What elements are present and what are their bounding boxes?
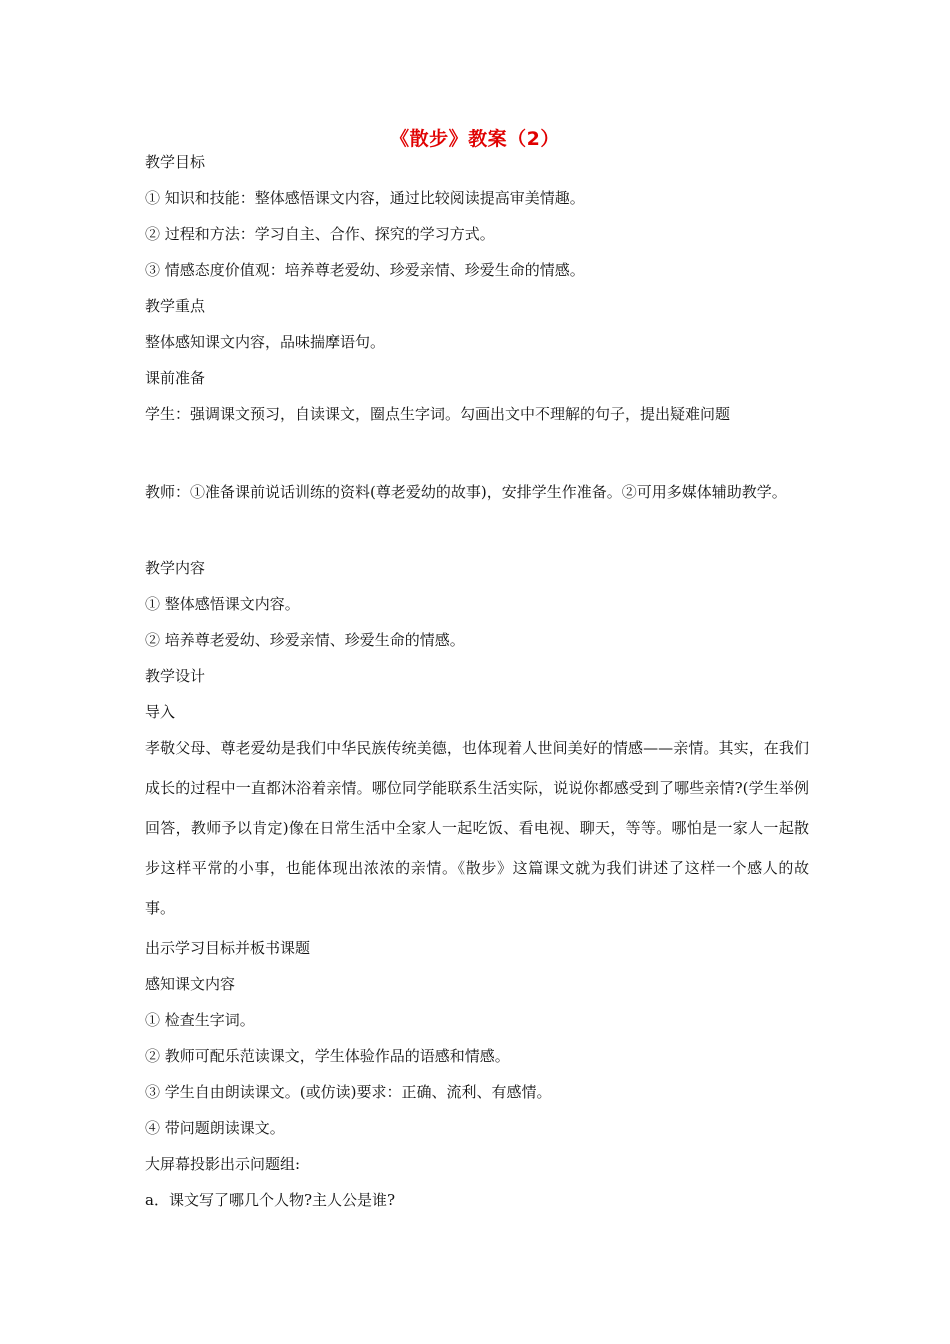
document-title: 《散步》教案（2） [390,128,560,150]
heading-teaching-design: 教学设计 [145,667,206,685]
heading-perceive: 感知课文内容 [145,975,236,993]
step-4: ④ 带问题朗读课文。 [145,1119,285,1137]
goal-knowledge: ① 知识和技能：整体感悟课文内容，通过比较阅读提高审美情趣。 [145,189,585,207]
content-item-2: ② 培养尊老爱幼、珍爱亲情、珍爱生命的情感。 [145,631,465,649]
intro-paragraph: 孝敬父母、尊老爱幼是我们中华民族传统美德，也体现着人世间美好的情感——亲情。其实，在我们成长的过程中一直都沐浴着亲情。哪位同学能联系生活实际，说说你都感受到了哪些亲情?(学生举例回答，教师予以肯定)像在日常生活中全家人一起吃饭、看电视、聊天，等等。哪怕是一家人一起散步这样平常的小事，也能体现出浓浓的亲情。《散步》这篇课文就为我们讲述了这样一个感人的故事。 [145,739,809,917]
content-item-1: ① 整体感悟课文内容。 [145,595,300,613]
show-goals-line: 出示学习目标并板书课题 [145,939,311,957]
step-1: ① 检查生字词。 [145,1011,255,1029]
heading-teaching-content: 教学内容 [145,559,206,577]
prep-student: 学生：强调课文预习，自读课文，圈点生字词。勾画出文中不理解的句子，提出疑难问题 [145,405,731,423]
step-2: ② 教师可配乐范读课文，学生体验作品的语感和情感。 [145,1047,510,1065]
goal-attitude: ③ 情感态度价值观：培养尊老爱幼、珍爱亲情、珍爱生命的情感。 [145,261,585,279]
prep-teacher: 教师：①准备课前说话训练的资料(尊老爱幼的故事)，安排学生作准备。②可用多媒体辅助教学。 [145,483,787,501]
heading-intro: 导入 [145,703,176,721]
focus-text: 整体感知课文内容，品味揣摩语句。 [145,333,386,351]
heading-teaching-focus: 教学重点 [145,297,206,315]
step-3: ③ 学生自由朗读课文。(或仿读)要求：正确、流利、有感情。 [145,1083,552,1101]
question-a: a．课文写了哪几个人物?主人公是谁? [145,1191,396,1209]
heading-preparation: 课前准备 [145,369,206,387]
heading-teaching-goals: 教学目标 [145,153,206,171]
goal-process: ② 过程和方法：学习自主、合作、探究的学习方式。 [145,225,495,243]
heading-screen-questions: 大屏幕投影出示问题组: [145,1155,301,1173]
